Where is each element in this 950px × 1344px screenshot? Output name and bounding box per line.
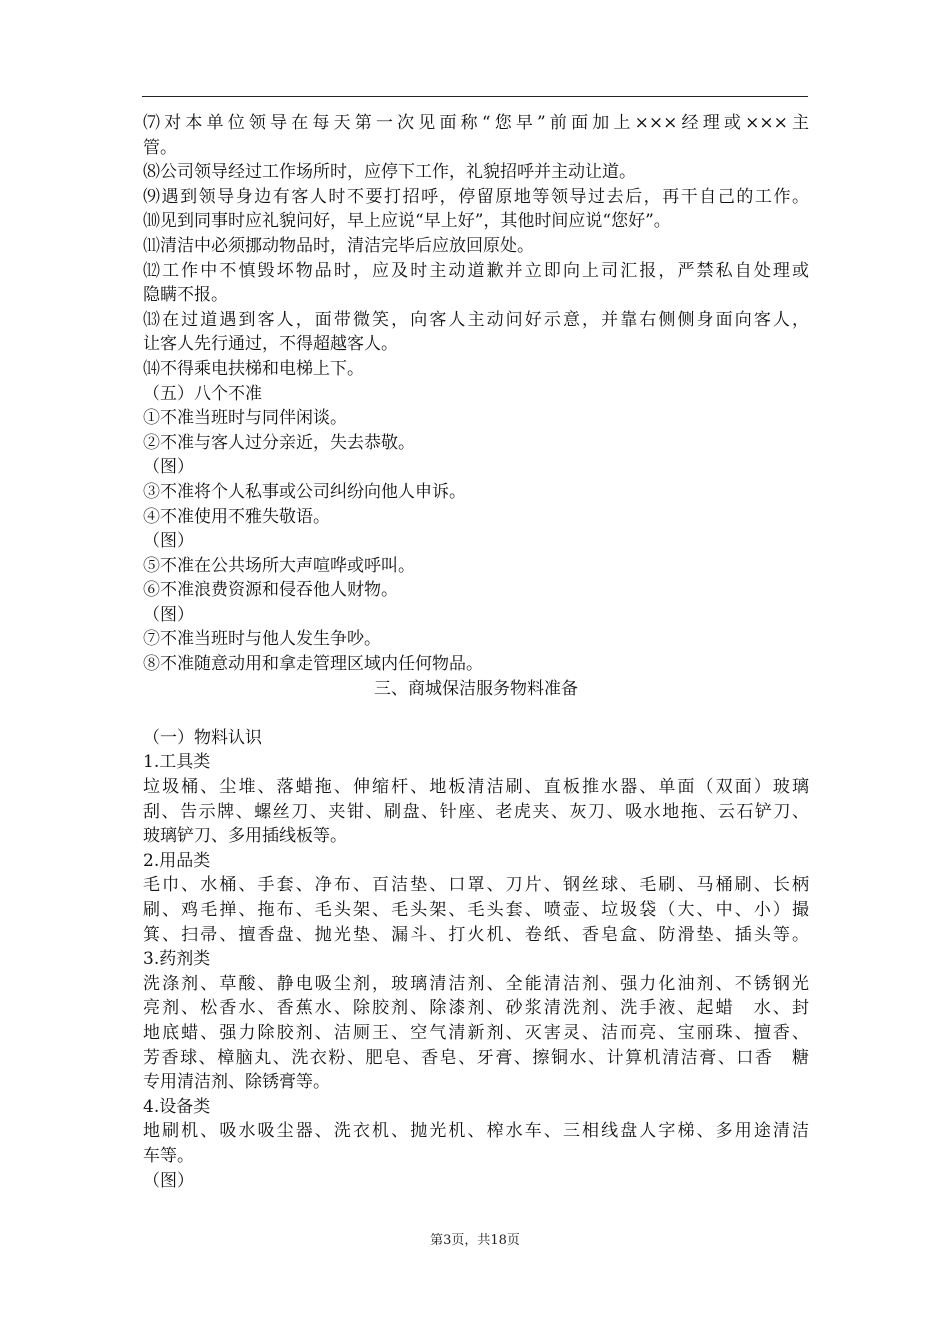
body-line: 玻璃铲刀、多用插线板等。 [143, 826, 347, 847]
figure-placeholder: （图） [143, 531, 194, 552]
page-number: 第3页，共18页 [430, 1233, 520, 1248]
body-line: 刮、告示牌、螺丝刀、夹钳、刷盘、针座、老虎夹、灰刀、吸水地拖、云石铲刀、 [143, 801, 809, 822]
chapter-heading: 三、商城保洁服务物料准备 [374, 678, 578, 699]
body-line: ⑺对本单位领导在每天第一次见面称“您早”前面加上×××经理或×××主 [143, 113, 809, 133]
body-line: 箕、扫帚、擅香盘、抛光垫、漏斗、打火机、卷纸、香皂盒、防滑垫、插头等。 [143, 924, 809, 945]
body-line: ⑧不准随意动用和拿走管理区域内任何物品。 [143, 654, 483, 675]
body-line: 芳香球、樟脑丸、洗衣粉、肥皂、香皂、牙膏、擦铜水、计算机清洁膏、口香 糖 [143, 1047, 809, 1068]
body-line: ⑼遇到领导身边有客人时不要打招呼，停留原地等领导过去后，再干自己的工作。 [143, 186, 809, 207]
body-line: ②不准与客人过分亲近，失去恭敬。 [143, 432, 415, 453]
body-line: 专用清洁剂、除锈膏等。 [143, 1072, 330, 1093]
body-line: ⒁不得乘电扶梯和电梯上下。 [143, 358, 364, 379]
figure-placeholder: （图） [143, 604, 194, 625]
body-line: 管。 [143, 137, 177, 158]
body-line: ⑽见到同事时应礼貌问好，早上应说“早上好”，其他时间应说“您好”。 [143, 211, 671, 232]
body-line: 刷、鸡毛掸、拖布、毛头架、毛头架、毛头套、喷壶、垃圾袋（大、中、小）撮 [143, 900, 809, 920]
body-line: ③不准将个人私事或公司纠纷向他人申诉。 [143, 481, 466, 502]
body-line: 车等。 [143, 1145, 194, 1166]
body-line: 隐瞒不报。 [143, 285, 228, 306]
figure-placeholder: （图） [143, 457, 194, 478]
body-line: ⑿工作中不慎毁坏物品时，应及时主动道歉并立即向上司汇报，严禁私自处理或 [143, 260, 809, 281]
section-heading: （五）八个不准 [143, 383, 262, 404]
subsection-heading: 1.工具类 [143, 752, 211, 773]
blank-line [143, 701, 809, 726]
page-body [143, 111, 809, 1193]
section-heading: （一）物料认识 [143, 727, 262, 748]
body-line: ⑤不准在公共场所大声喧哗或呼叫。 [143, 555, 415, 576]
body-line: 垃圾桶、尘堆、落蜡拖、伸缩杆、地板清洁刷、直板推水器、单面（双面）玻璃 [143, 777, 809, 798]
figure-placeholder: （图） [143, 1170, 194, 1191]
subsection-heading: 2.用品类 [143, 850, 211, 871]
subsection-heading: 3.药剂类 [143, 949, 211, 970]
body-line: ⑦不准当班时与他人发生争吵。 [143, 629, 381, 650]
body-line: ④不准使用不雅失敬语。 [143, 506, 330, 527]
body-line: 地底蜡、强力除胶剂、洁厕王、空气清新剂、灭害灵、洁而亮、宝丽珠、擅香、 [143, 1022, 809, 1043]
body-line: ⑻公司领导经过工作场所时，应停下工作，礼貌招呼并主动让道。 [143, 162, 636, 183]
body-line: 让客人先行通过，不得超越客人。 [143, 334, 398, 355]
body-line: ⑥不准浪费资源和侵吞他人财物。 [143, 580, 398, 601]
body-line: 洗涤剂、草酸、静电吸尘剂，玻璃清洁剂、全能清洁剂、强力化油剂、不锈钢光 [143, 973, 809, 994]
subsection-heading: 4.设备类 [143, 1096, 211, 1117]
body-line: ⑾清洁中必须挪动物品时，清洁完毕后应放回原处。 [143, 235, 534, 256]
body-line: 毛巾、水桶、手套、净布、百洁垫、口罩、刀片、钢丝球、毛刷、马桶刷、长柄 [143, 875, 809, 896]
body-line: ⒀在过道遇到客人，面带微笑，向客人主动问好示意，并靠右侧侧身面向客人， [143, 309, 809, 330]
body-line: 亮剂、松香水、香蕉水、除胶剂、除漆剂、砂浆清洗剂、洗手液、起蜡 水、封 [143, 998, 809, 1019]
header-rule [142, 96, 808, 97]
body-line: 地刷机、吸水吸尘器、洗衣机、抛光机、榨水车、三相线盘人字梯、多用途清洁 [143, 1121, 809, 1142]
body-line: ①不准当班时与同伴闲谈。 [143, 408, 347, 429]
